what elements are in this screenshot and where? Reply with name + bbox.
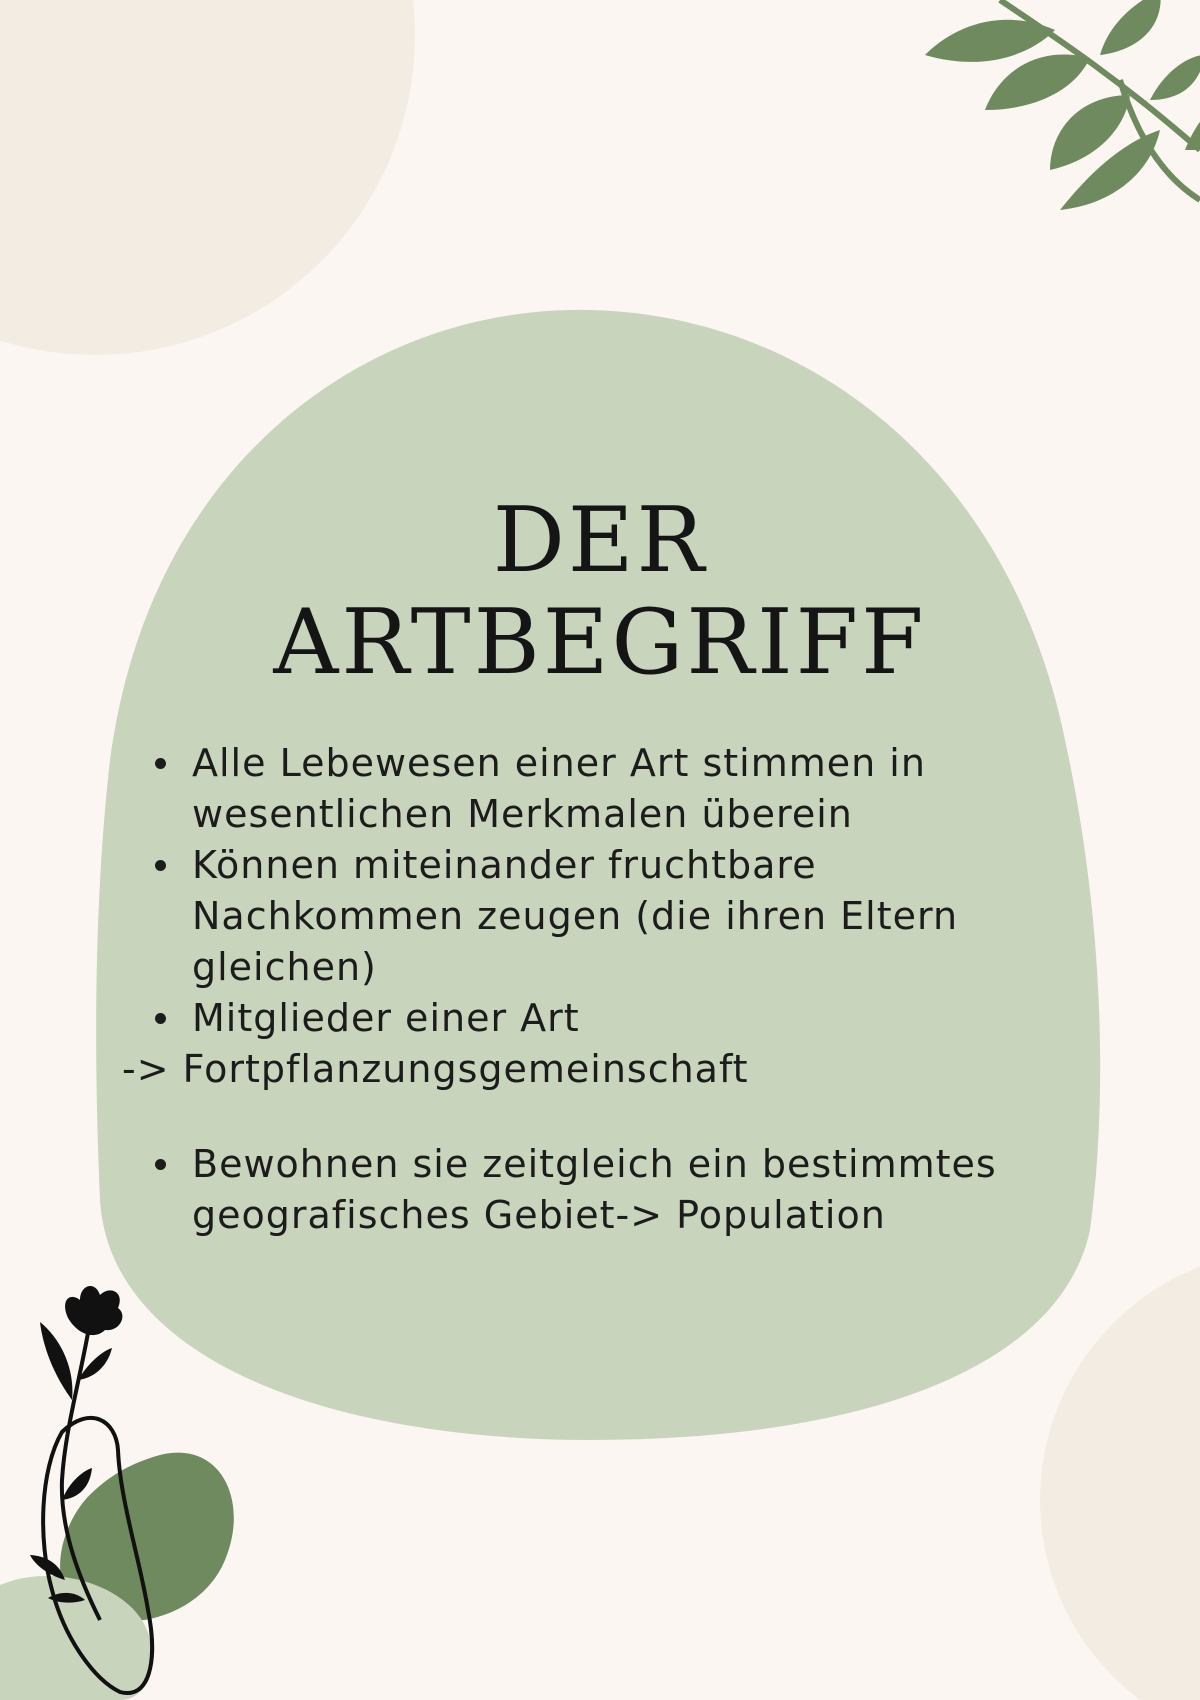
list-item — [120, 993, 1080, 1044]
bullet-icon — [155, 860, 166, 871]
list-item-line: wesentlichen Merkmalen überein — [192, 792, 853, 836]
title-line-1: DER — [492, 488, 708, 593]
list-item-line: geografisches Gebiet-> Population — [192, 1193, 886, 1237]
list-item-line: gleichen) — [192, 945, 377, 989]
bullet-icon — [155, 1159, 166, 1170]
list-item-line: Bewohnen sie zeitgleich ein bestimmtes — [192, 1142, 997, 1186]
bullet-icon — [155, 1013, 166, 1024]
bullet-list-2 — [120, 1139, 1080, 1241]
list-item — [120, 1139, 1080, 1241]
list-item-line: Nachkommen zeugen (die ihren Eltern — [192, 894, 959, 938]
list-item — [120, 738, 1080, 840]
arrow-line: -> Fortpflanzungsgemeinschaft — [122, 1047, 749, 1091]
list-item-line: Mitglieder einer Art — [192, 996, 580, 1040]
title-line-2: ARTBEGRIFF — [273, 590, 927, 695]
leaf-branch-icon — [925, 0, 1200, 210]
list-item — [120, 840, 1080, 993]
bottom-right-circle — [1040, 1250, 1200, 1700]
list-item-line: Alle Lebewesen einer Art stimmen in — [192, 741, 926, 785]
bullet-icon — [155, 758, 166, 769]
spacer — [120, 1095, 1080, 1139]
content-text — [120, 738, 1080, 1241]
page-title — [0, 490, 1200, 694]
list-item-line: Können miteinander fruchtbare — [192, 843, 817, 887]
top-left-circle — [0, 0, 415, 355]
bullet-list-1 — [120, 738, 1080, 1044]
